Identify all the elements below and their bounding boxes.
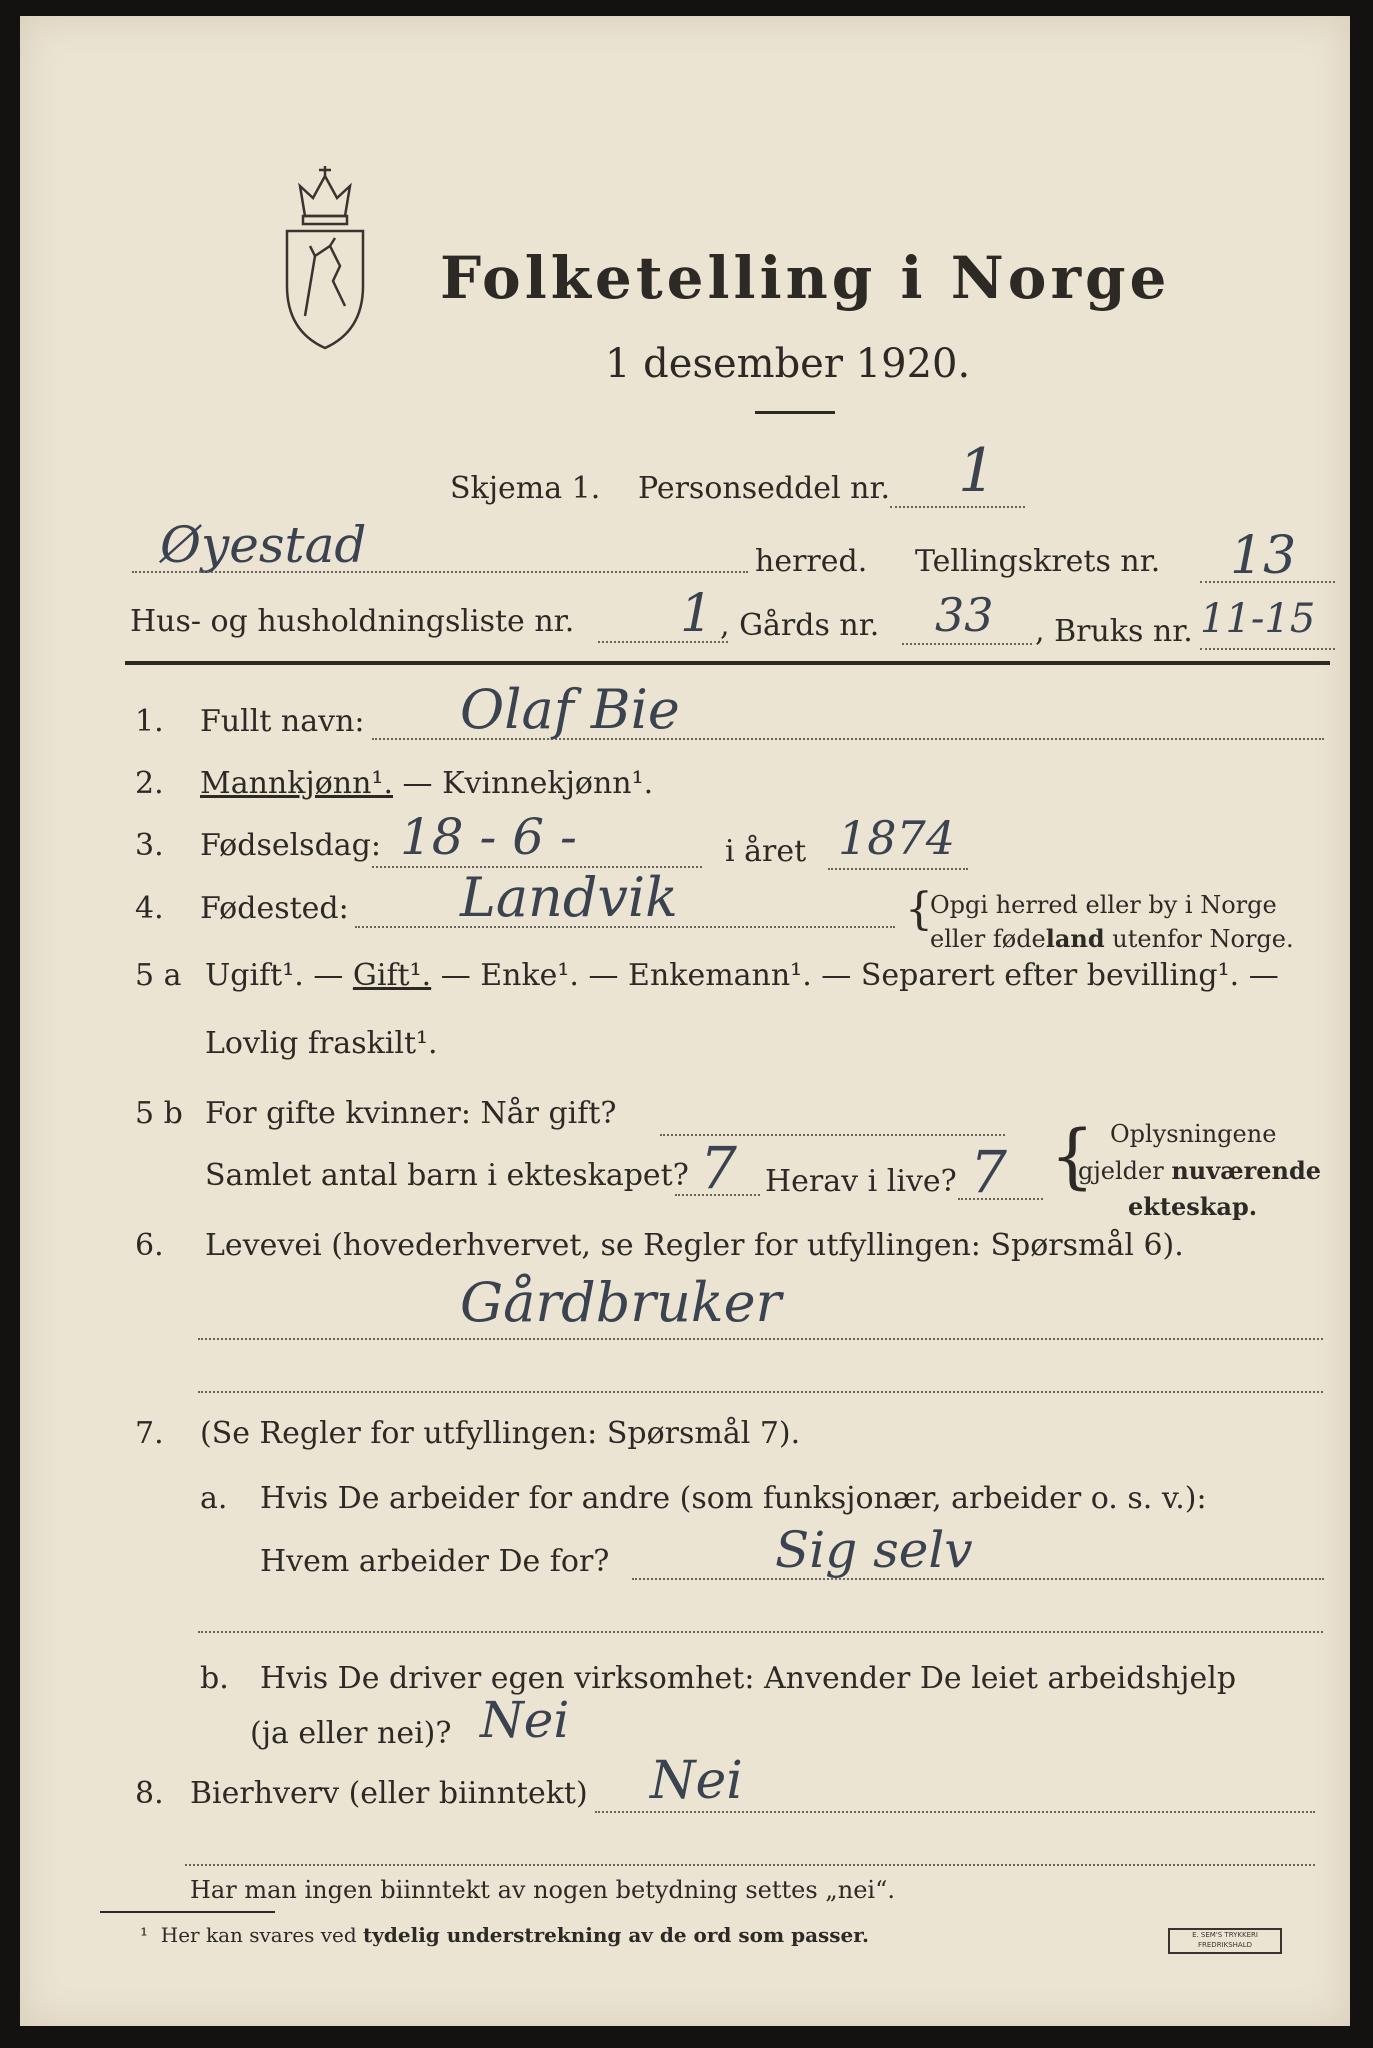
herred-label: herred. <box>755 544 868 579</box>
q5a-enkemann[interactable]: Enkemann¹. <box>628 958 812 993</box>
q7a-dotline-1 <box>632 1578 1324 1580</box>
q5b-ilive-value: 7 <box>970 1138 1007 1206</box>
footnote-rule <box>100 1911 275 1913</box>
q5a-ugift[interactable]: Ugift¹. <box>205 958 304 993</box>
q5b-brace: { <box>1050 1115 1095 1197</box>
q5a-gift[interactable]: Gift¹. <box>352 958 432 993</box>
q2-separator: — <box>393 766 443 801</box>
q4-note-line2 <box>930 924 1294 953</box>
q7b-line2: (ja eller nei)? <box>250 1716 452 1751</box>
q4-value: Landvik <box>460 866 678 929</box>
q4-note-part-a: eller føde <box>930 925 1046 953</box>
herred-dotline <box>132 571 748 573</box>
footnote-text-b: tydelig understrekning av de ord som passer. <box>363 1923 869 1947</box>
census-form-sheet <box>20 16 1350 2026</box>
q8-value: Nei <box>650 1751 743 1811</box>
husliste-value: 1 <box>680 584 714 644</box>
q5a-enke[interactable]: Enke¹. <box>480 958 579 993</box>
q3-year-value: 1874 <box>838 811 956 865</box>
tellingskrets-value: 13 <box>1230 526 1297 586</box>
bruks-label: , Bruks nr. <box>1035 614 1193 649</box>
q5b-note-line3: ekteskap. <box>1128 1192 1258 1221</box>
q4-note-part-b: land <box>1045 924 1105 953</box>
bruks-dotline <box>1200 648 1335 650</box>
q7a-line2: Hvem arbeider De for? <box>260 1544 610 1579</box>
q1-value: Olaf Bie <box>460 678 680 741</box>
q5b-ilive-label: Herav i live? <box>765 1164 957 1199</box>
q4-brace: { <box>905 884 933 935</box>
schema-label: Skjema 1. <box>450 471 601 506</box>
q4-note-part-c: utenfor Norge. <box>1104 925 1294 953</box>
stamp-line2: FREDRIKSHALD <box>1197 1941 1252 1949</box>
gards-value: 33 <box>935 588 994 642</box>
personseddel-dotline <box>890 506 1025 508</box>
footnote-mark: ¹ <box>140 1923 149 1947</box>
q4-label: Fødested: <box>200 891 349 926</box>
q5b-number: 5 b <box>135 1096 183 1131</box>
q2-female[interactable]: Kvinnekjønn¹. <box>442 766 654 801</box>
personseddel-value: 1 <box>958 436 997 506</box>
form-title: Folketelling i Norge <box>440 244 1171 312</box>
footnote <box>140 1923 869 1947</box>
gards-dotline <box>902 643 1032 645</box>
tellingskrets-label: Tellingskrets nr. <box>915 544 1161 579</box>
q8-dotline-2 <box>185 1864 1315 1866</box>
q5a-number: 5 a <box>135 958 182 993</box>
q3-year-dotline <box>828 868 968 870</box>
q5b-barn-label: Samlet antal barn i ekteskapet? <box>205 1158 689 1193</box>
q4-note-line1: Opgi herred eller by i Norge <box>930 891 1277 919</box>
printer-stamp <box>1168 1928 1282 1954</box>
q8-note: Har man ingen biinntekt av nogen betydning settes „nei“. <box>190 1876 895 1904</box>
q5a-options <box>205 958 1279 993</box>
q5a-separert[interactable]: Separert efter bevilling¹. <box>860 958 1240 993</box>
q2-options <box>200 766 653 801</box>
stamp-line1: E. SEM'S TRYKKERI <box>1192 1931 1258 1939</box>
q6-label: Levevei (hovederhvervet, se Regler for utfyllingen: Spørsmål 6). <box>205 1228 1184 1263</box>
personseddel-label: Personseddel nr. <box>638 471 891 506</box>
q6-dotline-1 <box>198 1338 1323 1340</box>
q3-value: 18 - 6 - <box>400 808 577 866</box>
q5a-dash-2: — <box>431 958 481 993</box>
q1-label: Fullt navn: <box>200 704 365 739</box>
q8-label: Bierhverv (eller biinntekt) <box>190 1776 588 1811</box>
q7-number: 7. <box>135 1416 164 1451</box>
q5a-dash-4: — <box>811 958 861 993</box>
q5a-dash-1: — <box>303 958 353 993</box>
herred-value: Øyestad <box>160 516 367 574</box>
footnote-text-a: Her kan svares ved <box>160 1923 364 1947</box>
q7b-value: Nei <box>480 1691 570 1749</box>
title-divider <box>755 411 835 414</box>
husliste-label: Hus- og husholdningsliste nr. <box>130 604 575 639</box>
q7a-dotline-2 <box>198 1631 1323 1633</box>
q5a-dash-5: — <box>1239 958 1279 993</box>
q5b-label: For gifte kvinner: Når gift? <box>205 1096 617 1131</box>
q6-value: Gårdbruker <box>460 1271 782 1334</box>
q8-number: 8. <box>135 1776 164 1811</box>
q3-label: Fødselsdag: <box>200 828 381 863</box>
q5b-note-part-a: gjelder <box>1078 1157 1172 1185</box>
q5b-note-line1: Oplysningene <box>1110 1120 1277 1148</box>
q7a-value: Sig selv <box>775 1521 973 1579</box>
q7b-line1: Hvis De driver egen virksomhet: Anvender De leiet arbeidshjelp <box>260 1661 1237 1696</box>
q6-dotline-2 <box>198 1391 1323 1393</box>
q7-label: (Se Regler for utfyllingen: Spørsmål 7). <box>200 1416 801 1451</box>
q5b-note-line2 <box>1078 1156 1321 1185</box>
header-rule <box>125 661 1330 665</box>
q8-dotline-1 <box>595 1811 1315 1813</box>
q7b-number: b. <box>200 1661 229 1696</box>
gards-label: , Gårds nr. <box>720 608 880 643</box>
q5a-fraskilt[interactable]: Lovlig fraskilt¹. <box>205 1026 438 1061</box>
q2-number: 2. <box>135 766 164 801</box>
q3-year-label: i året <box>725 834 807 869</box>
q5a-dash-3: — <box>578 958 629 993</box>
coat-of-arms-icon <box>275 156 375 356</box>
q7a-number: a. <box>200 1481 228 1516</box>
form-date: 1 desember 1920. <box>605 341 971 387</box>
bruks-value: 11-15 <box>1200 596 1316 642</box>
q3-number: 3. <box>135 828 164 863</box>
q5b-barn-value: 7 <box>700 1134 737 1202</box>
q2-male[interactable]: Mannkjønn¹. <box>200 766 393 801</box>
q5b-note-part-b: nuværende <box>1171 1156 1322 1185</box>
q6-number: 6. <box>135 1228 164 1263</box>
q1-number: 1. <box>135 704 164 739</box>
q4-number: 4. <box>135 891 164 926</box>
q7a-line1: Hvis De arbeider for andre (som funksjonær, arbeider o. s. v.): <box>260 1481 1207 1516</box>
